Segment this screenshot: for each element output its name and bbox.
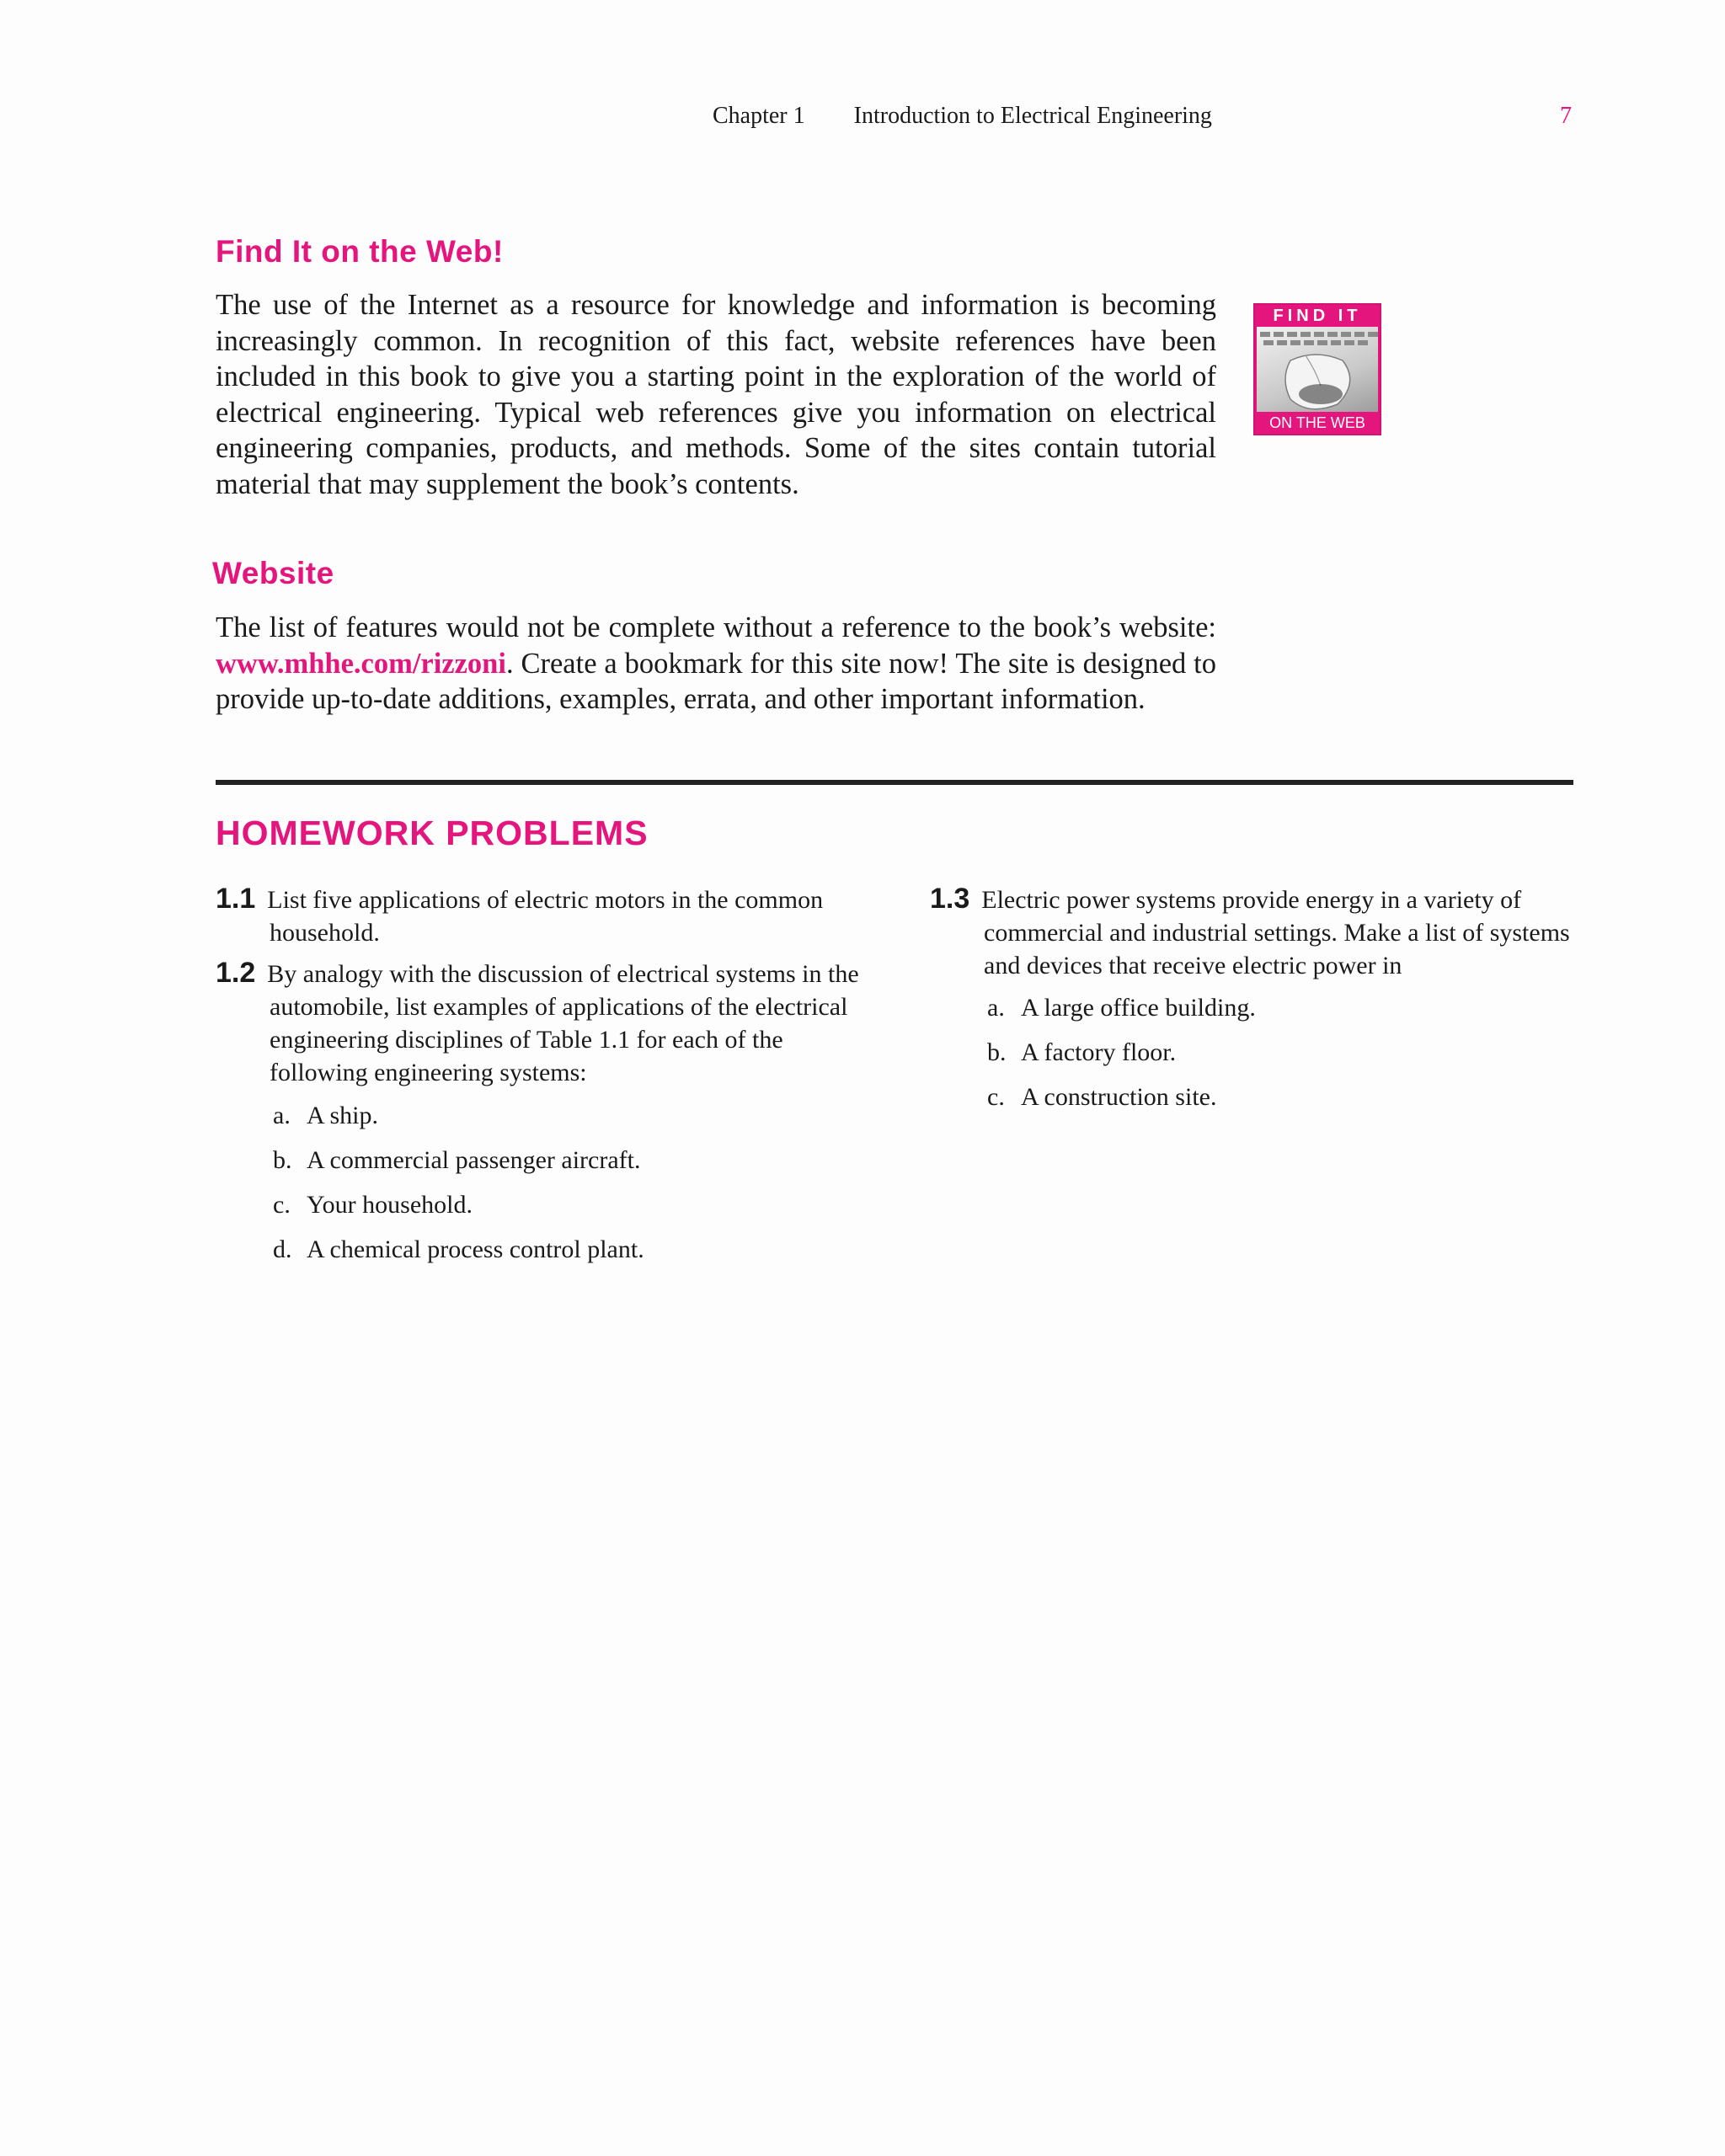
item-letter: a. [987,994,1005,1022]
website-tail-text: . Create a bookmark for this site now! The site is designed to provide up-to-date additions, examples, errata, and other important information. [216,647,1216,715]
running-header [713,103,1212,130]
item-text: A large office building. [1021,994,1256,1022]
on-the-web-label: ON THE WEB [1269,414,1365,431]
website-lead-text: The list of features would not be complete without a reference to the book’s website: [216,611,1216,643]
section-divider [216,780,1573,785]
problem-text: List five applications of electric motors in the common household. [267,886,824,947]
find-it-heading: Find It on the Web! [216,234,504,269]
problem-number: 1.2 [216,957,256,989]
problem-text: By analogy with the discussion of electrical systems in the automobile, list examples of applications of the electrical engineering disciplines of Table 1.1 for each of the following engineering systems: [267,960,859,1086]
problem-number: 1.1 [216,883,256,915]
list-item [273,1235,644,1280]
list-item [987,994,1256,1038]
item-text: A chemical process control plant. [307,1235,644,1263]
item-letter: a. [273,1102,291,1129]
item-text: A ship. [307,1102,379,1129]
list-item [273,1102,644,1146]
find-it-paragraph: The use of the Internet as a resource for knowledge and information is becoming increasingly common. In recognition of this fact, website references have been included in this book to give you a starting point in the exploration of the world of electrical engineering. Typical web references give you information on electrical engineering companies, products, and methods. Some of the sites contain tutorial material that may supplement the book’s contents. [216,289,1216,500]
computer-mouse-icon [1257,327,1378,412]
problem-1-1 [216,883,876,949]
find-it-on-the-web-icon [1253,303,1381,435]
item-letter: b. [273,1146,292,1174]
find-it-label: FIND IT [1273,307,1362,325]
item-text: A factory floor. [1021,1038,1177,1066]
item-letter: c. [987,1083,1005,1111]
list-item [273,1146,644,1191]
list-item [987,1038,1256,1083]
list-item [273,1191,644,1235]
item-letter: b. [987,1038,1007,1066]
problem-1-2-items [273,1102,644,1280]
item-letter: d. [273,1235,292,1263]
problem-number: 1.3 [930,883,970,915]
list-item [987,1083,1256,1128]
website-heading: Website [212,556,334,590]
item-text: A commercial passenger aircraft. [307,1146,641,1174]
item-text: Your household. [307,1191,473,1219]
homework-title: HOMEWORK PROBLEMS [216,814,649,852]
website-url-link[interactable]: www.mhhe.com/rizzoni [216,647,506,680]
item-text: A construction site. [1021,1083,1217,1111]
chapter-title: Introduction to Electrical Engineering [853,103,1212,129]
chapter-label: Chapter 1 [713,103,805,129]
page-number: 7 [1560,103,1572,129]
problem-1-2 [216,957,859,1089]
problem-1-3-items [987,994,1256,1128]
problem-1-3 [930,883,1587,982]
website-paragraph [216,610,1216,718]
problem-text: Electric power systems provide energy in a variety of commercial and industrial settings. Make a list of systems and devices that receive electric power in [981,886,1570,979]
item-letter: c. [273,1191,291,1219]
